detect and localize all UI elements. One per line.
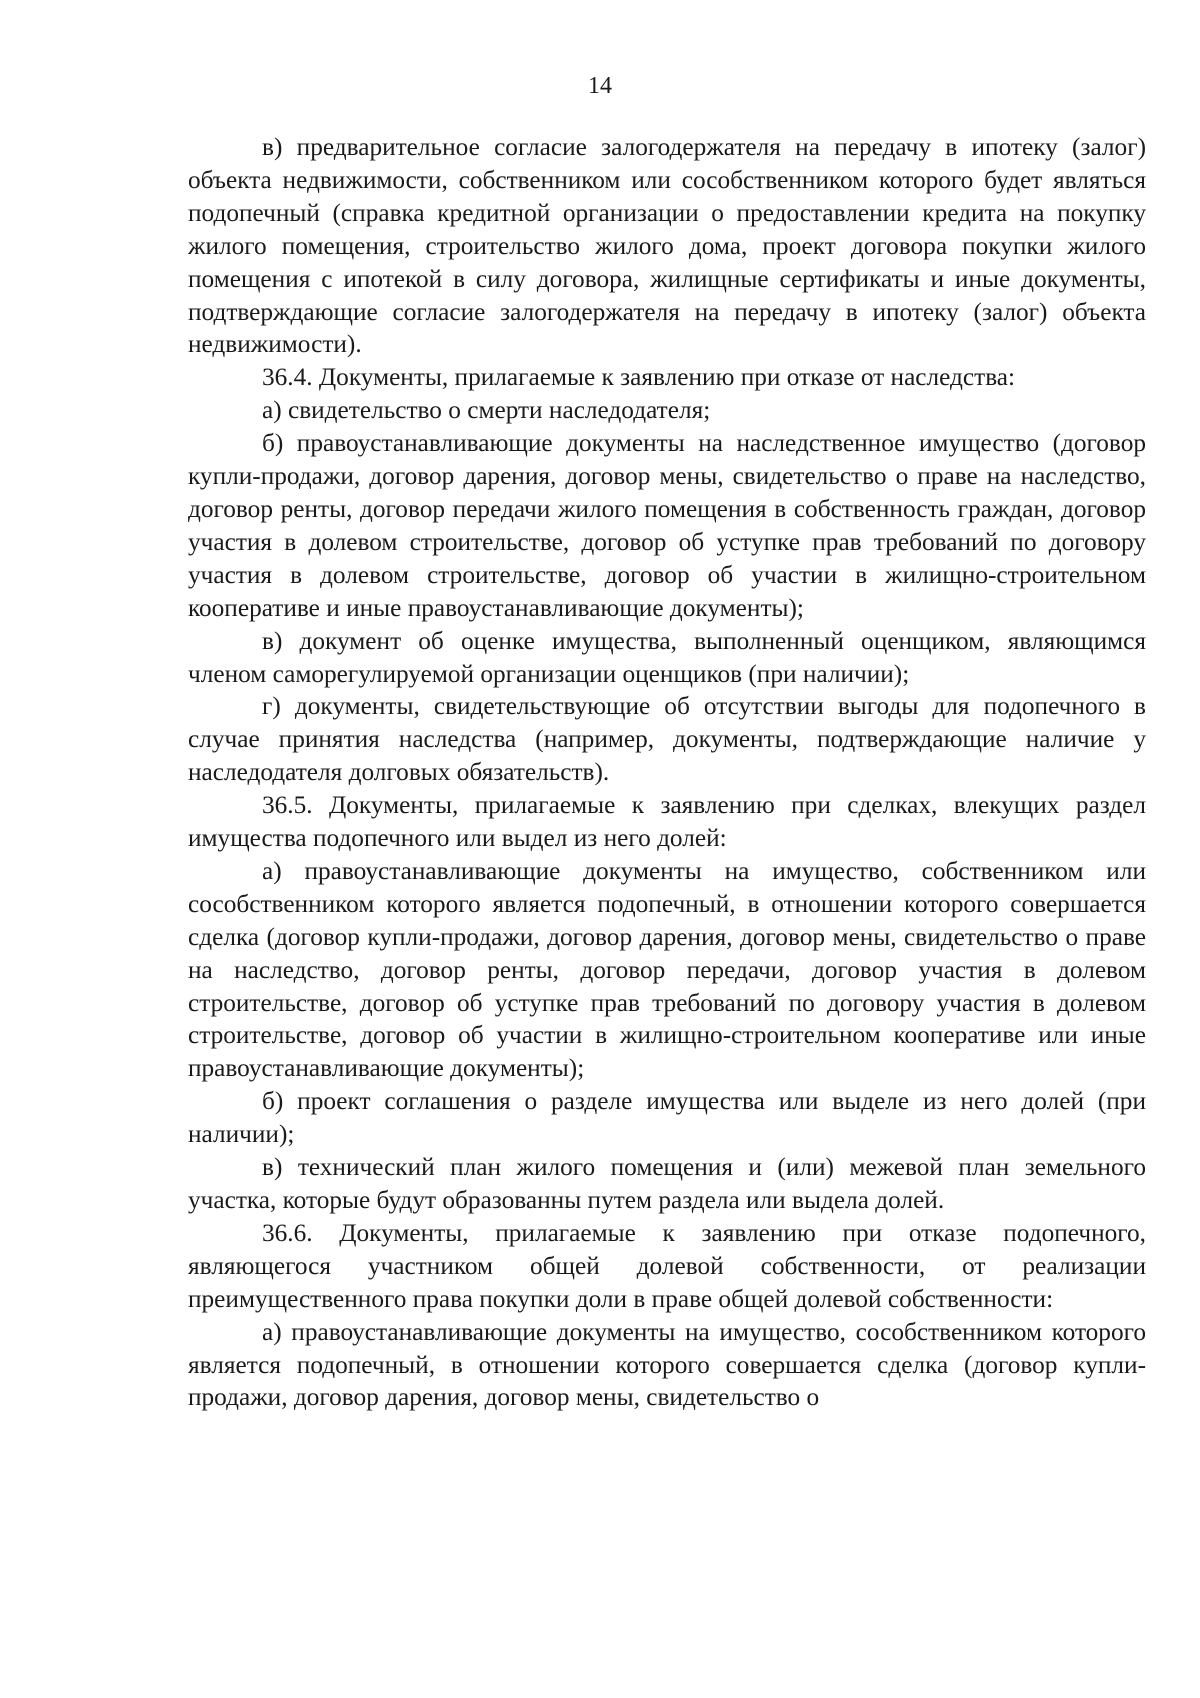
paragraph-36-5-b: б) проект соглашения о разделе имущества или выделе из него долей (при наличии);	[188, 1087, 1146, 1149]
paragraph-36-4-g: г) документы, свидетельствующие об отсутствии выгоды для подопечного в случае принятия наследства (например, документы, подтверждающие наличие у наследодателя долговых обязательств).	[188, 692, 1146, 787]
paragraph-mortgage-consent: в) предварительное согласие залогодержателя на передачу в ипотеку (залог) объекта недвижимости, собственником или сособственником которого будет являться подопечный (справка кредитной организации о предоставлении кредита на покупку жилого помещения, строительство жилого дома, проект договора покупки жилого помещения с ипотекой в силу договора, жилищные сертификаты и иные документы, подтверждающие согласие залогодержателя на передачу в ипотеку (залог) объекта недвижимости).	[188, 133, 1146, 359]
paragraph-36-5-heading: 36.5. Документы, прилагаемые к заявлению при сделках, влекущих раздел имущества подопечного или выдел из него долей:	[188, 791, 1146, 853]
paragraph-36-6-a: а) правоустанавливающие документы на имущество, сособственником которого является подопечный, в отношении которого совершается сделка (договор купли-продажи, договор дарения, договор мены, свидетельство о	[188, 1317, 1146, 1412]
document-body	[188, 131, 1146, 1414]
paragraph-36-6-heading: 36.6. Документы, прилагаемые к заявлению при отказе подопечного, являющегося участником общей долевой собственности, от реализации преимущественного права покупки доли в праве общей долевой собственности:	[188, 1218, 1146, 1313]
paragraph-36-4-v: в) документ об оценке имущества, выполненный оценщиком, являющимся членом саморегулируемой организации оценщиков (при наличии);	[188, 626, 1146, 688]
page-number: 14	[588, 73, 612, 99]
paragraph-36-5-v: в) технический план жилого помещения и (или) межевой план земельного участка, которые будут образованны путем раздела или выдела долей.	[188, 1153, 1146, 1214]
paragraph-36-5-a: а) правоустанавливающие документы на имущество, собственником или сособственником которого является подопечный, в отношении которого совершается сделка (договор купли-продажи, договор дарения, договор мены, свидетельство о праве на наследство, договор ренты, договор передачи, договор участия в долевом строительстве, договор об уступке прав требований по договору участия в долевом строительстве, договор об участии в жилищно-строительном кооперативе или иные правоустанавливающие документы);	[188, 856, 1146, 1083]
paragraph-36-4-a: а) свидетельство о смерти наследодателя;	[262, 396, 711, 425]
paragraph-36-4-b: б) правоустанавливающие документы на наследственное имущество (договор купли-продажи, договор дарения, договор мены, свидетельство о праве на наследство, договор ренты, договор передачи жилого помещения в собственность граждан, договор участия в долевом строительстве, договор об уступке прав требований по договору участия в долевом строительстве, договор об участии в жилищно-строительном кооперативе и иные правоустанавливающие документы);	[188, 429, 1146, 622]
paragraph-36-4-heading: 36.4. Документы, прилагаемые к заявлению при отказе от наследства:	[262, 363, 1016, 392]
